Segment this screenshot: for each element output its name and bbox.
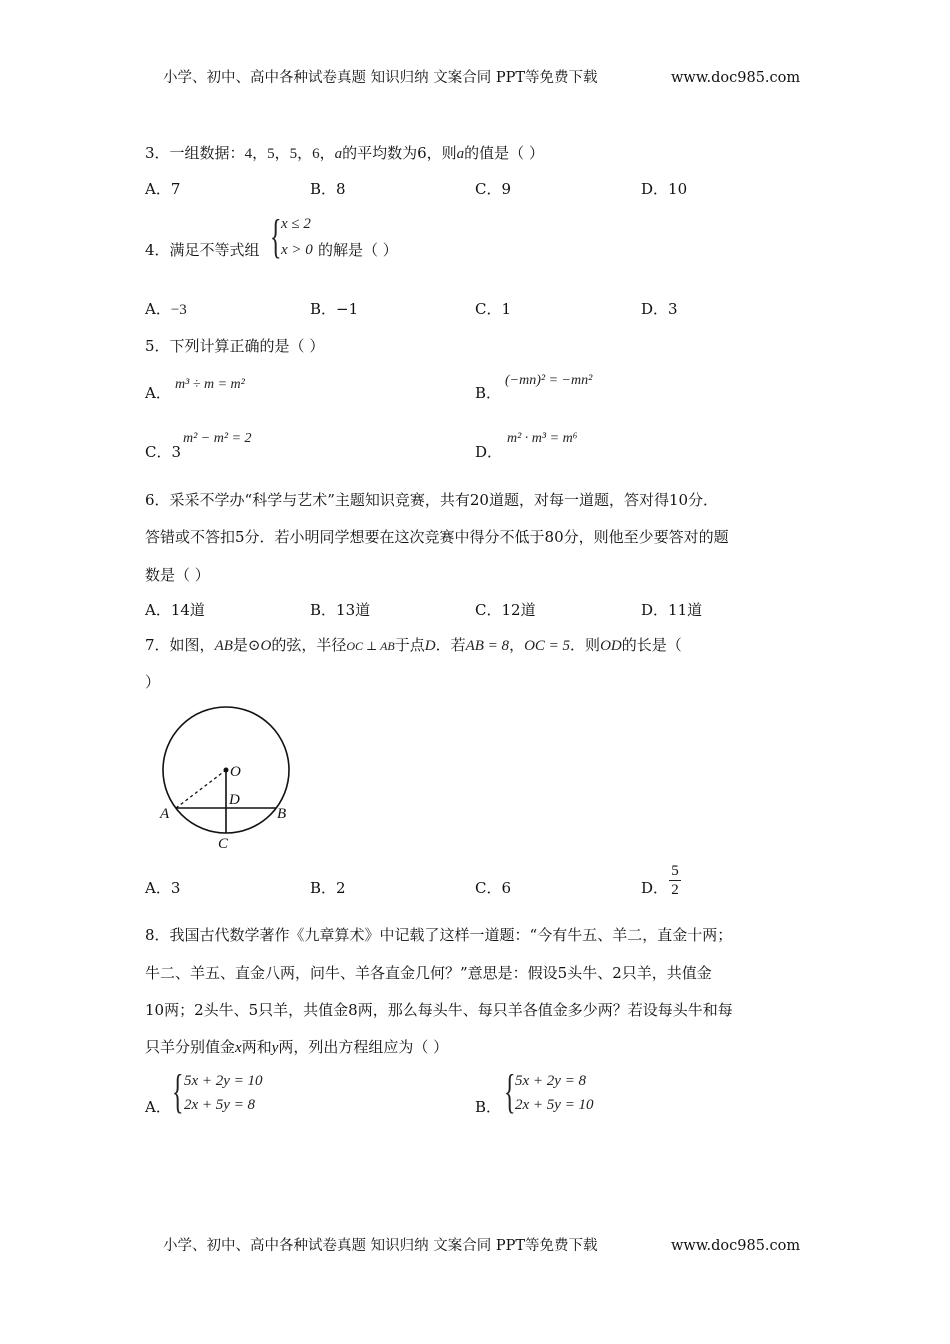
- q8-option-a[interactable]: A．: [145, 1098, 171, 1116]
- q7-option-d[interactable]: D．: [641, 879, 669, 897]
- q4-option-b-value: −1: [336, 300, 359, 318]
- q8-line-4a: 只羊分别值金: [145, 1038, 236, 1056]
- q7-option-b[interactable]: B．2: [310, 879, 346, 897]
- q8-option-b-eq2: 2x + 5y = 10: [515, 1097, 594, 1113]
- q5-option-c-expr: m² − m² = 2: [183, 431, 252, 446]
- q7-text-3: 的弦，半径: [271, 636, 347, 654]
- q4-option-a[interactable]: [145, 302, 187, 318]
- q7-dashed-oa: [176, 770, 226, 808]
- q3-text-3: 的值是（ ）: [464, 144, 544, 162]
- q3-option-d[interactable]: D．10: [641, 180, 688, 198]
- q7-label-d: D: [229, 792, 240, 808]
- q8-option-b[interactable]: B．: [475, 1098, 502, 1116]
- q7-text-1: 如图，: [169, 636, 215, 654]
- question-3: [145, 146, 544, 162]
- q4-number: 4．: [145, 241, 170, 259]
- q8-variable-y: y: [271, 1040, 279, 1056]
- q6-line-3: 数是（ ）: [145, 566, 210, 584]
- q4-prefix: [145, 243, 260, 258]
- q8-option-a-brace: {: [172, 1065, 184, 1118]
- q7-equation-oc: OC = 5: [524, 638, 571, 654]
- q3-comma: ，: [319, 144, 335, 162]
- q3-comma: ，: [297, 144, 313, 162]
- q6-option-b[interactable]: B．13道: [310, 601, 371, 619]
- q5-number: 5．: [145, 337, 170, 355]
- q5-text: 下列计算正确的是（ ）: [169, 337, 325, 355]
- footer-text: 小学、初中、高中各种试卷真题 知识归纳 文案合同 PPT等免费下载: [163, 1238, 598, 1254]
- q8-line-4c: 两，列出方程组应为（ ）: [278, 1038, 449, 1056]
- q3-datum-4: 6: [312, 146, 320, 162]
- q8-line-3: 10两；2头牛、5只羊，共值金8两，那么每头牛、每只羊各值金多少两？若设每头牛和每: [145, 1001, 733, 1019]
- q7-number: 7．: [145, 636, 170, 654]
- q8-option-a-eq2: 2x + 5y = 8: [184, 1097, 256, 1113]
- q5-option-a[interactable]: A．: [145, 384, 171, 402]
- question-7: [145, 638, 682, 654]
- q6-line-2: 答错或不答扣5分．若小明同学想要在这次竞赛中得分不低于80分，则他至少要答对的题: [145, 528, 729, 546]
- q5-option-c[interactable]: [145, 445, 181, 460]
- q7-text-6: ，: [509, 636, 525, 654]
- q7-circle-o: ⊙O: [247, 638, 272, 654]
- q7-point-d: D: [424, 638, 436, 654]
- q7-label-b: B: [277, 806, 287, 822]
- q5-option-a-expr: m³ ÷ m = m²: [175, 377, 245, 392]
- q3-datum-3: 5: [289, 146, 298, 162]
- footer-site-link[interactable]: www.doc985.com: [671, 1238, 801, 1254]
- q7-center-dot: [224, 768, 229, 773]
- header-site-link[interactable]: www.doc985.com: [671, 70, 801, 86]
- q8-option-b-eq1: 5x + 2y = 8: [515, 1073, 587, 1089]
- q7-perpendicular: OC ⊥ AB: [346, 639, 395, 653]
- q3-datum-2: 5: [267, 146, 275, 162]
- q7-text-5: ．若: [435, 636, 466, 654]
- q3-datum-1: 4: [244, 146, 253, 162]
- q8-variable-x: x: [235, 1040, 242, 1056]
- q4-option-c-value: 1: [501, 300, 512, 318]
- q4-text-1: 满足不等式组: [169, 241, 260, 259]
- q6-line-1: 6．采采不学办“科学与艺术”主题知识竞赛，共有20道题，对每一道题，答对得10分．: [145, 491, 719, 509]
- q7-segment-od: OD: [600, 638, 622, 654]
- q6-option-c[interactable]: C．12道: [475, 601, 536, 619]
- q4-option-d-letter: D．: [641, 300, 669, 318]
- q3-comma: ，: [252, 144, 268, 162]
- question-5: [145, 339, 324, 354]
- q7-fraction-bar: [669, 880, 681, 881]
- q3-option-b[interactable]: B．8: [310, 180, 346, 198]
- q7-circle-figure: [150, 700, 310, 860]
- q4-option-a-letter: A．: [145, 300, 171, 318]
- q7-fraction-numerator: 5: [671, 863, 679, 879]
- q8-line-4: [145, 1040, 448, 1056]
- q4-option-c[interactable]: [475, 302, 511, 317]
- q8-line-1: 8．我国古代数学著作《九章算术》中记载了这样一道题：“今有牛五、羊二，直金十两；: [145, 926, 733, 944]
- q3-option-a[interactable]: A．7: [145, 180, 181, 198]
- q7-text-7: ．则: [570, 636, 601, 654]
- q7-equation-ab: AB = 8: [465, 638, 510, 654]
- q7-text-2: 是: [232, 636, 248, 654]
- q7-option-c[interactable]: C．6: [475, 879, 512, 897]
- q5-option-c-letter: C．: [145, 443, 172, 461]
- q4-option-b[interactable]: [310, 302, 358, 317]
- q4-option-a-value: −3: [170, 302, 187, 318]
- q7-chord-ab: AB: [214, 638, 233, 654]
- q4-option-d-value: 3: [668, 300, 678, 318]
- q4-brace: {: [270, 210, 282, 263]
- q7-line-2: ）: [145, 673, 161, 691]
- q3-text-1: 一组数据：: [169, 144, 245, 162]
- q6-option-a[interactable]: A．14道: [145, 601, 205, 619]
- q3-comma: ，: [274, 144, 290, 162]
- q7-label-c: C: [218, 836, 229, 852]
- q7-label-o: O: [230, 764, 241, 780]
- q4-text-2: 的解是（ ）: [318, 241, 398, 259]
- q4-option-d[interactable]: [641, 302, 678, 317]
- q3-number: 3．: [145, 144, 170, 162]
- q7-option-d-fraction: [669, 863, 681, 898]
- q5-option-d-expr: m² · m³ = m⁶: [507, 431, 578, 446]
- header-text: 小学、初中、高中各种试卷真题 知识归纳 文案合同 PPT等免费下载: [163, 70, 598, 86]
- q5-option-b[interactable]: B．: [475, 384, 502, 402]
- q5-option-d[interactable]: D．: [475, 443, 503, 461]
- q7-text-8: 的长是（: [621, 636, 682, 654]
- q8-option-b-brace: {: [504, 1065, 516, 1118]
- q3-variable: a: [456, 146, 465, 162]
- q8-line-2: 牛二、羊五、直金八两，问牛、羊各直金几何？”意思是：假设5头牛、2只羊，共值金: [145, 964, 712, 982]
- q8-option-a-eq1: 5x + 2y = 10: [184, 1073, 263, 1089]
- q5-option-b-expr: (−mn)² = −mn²: [505, 373, 593, 388]
- q5-option-c-prefix: 3: [171, 443, 182, 461]
- q4-option-b-letter: B．: [310, 300, 337, 318]
- q4-inequality-1: x ≤ 2: [281, 216, 311, 232]
- q7-option-a[interactable]: A．3: [145, 879, 181, 897]
- q6-option-d[interactable]: D．11道: [641, 601, 703, 619]
- q4-option-c-letter: C．: [475, 300, 502, 318]
- q7-text-4: 于点: [394, 636, 425, 654]
- q3-option-c[interactable]: C．9: [475, 180, 512, 198]
- q7-fraction-denominator: 2: [671, 882, 679, 898]
- q8-line-4b: 两和: [241, 1038, 272, 1056]
- q4-inequality-2: x > 0: [281, 242, 313, 258]
- q7-label-a: A: [160, 806, 170, 822]
- q3-text-2: 的平均数为6，则: [342, 144, 457, 162]
- q3-variable: a: [334, 146, 343, 162]
